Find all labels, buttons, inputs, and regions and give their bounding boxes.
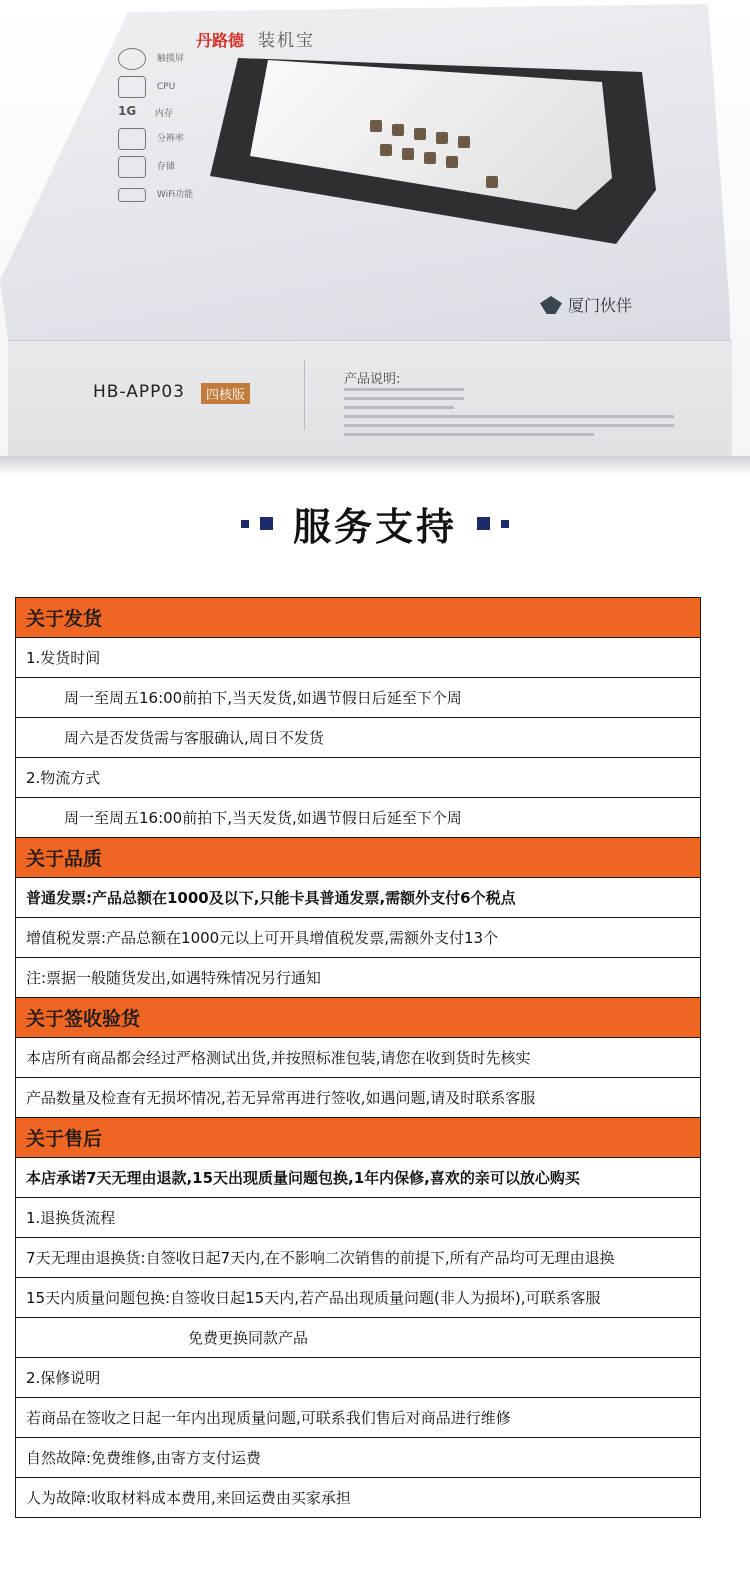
spec-label: CPU xyxy=(156,81,176,92)
touch-screen-icon xyxy=(118,48,146,70)
product-name: 装机宝 xyxy=(258,31,315,51)
table-row: 本店所有商品都会经过严格测试出货,并按照标准包装,请您在收到货时先核实 xyxy=(15,1038,701,1078)
table-row: 2.物流方式 xyxy=(15,758,701,798)
memory-icon: 1G xyxy=(118,104,137,118)
screen-tile xyxy=(370,120,382,132)
spec-cpu xyxy=(118,76,175,98)
description-text-line xyxy=(344,415,674,418)
service-table xyxy=(15,597,701,1518)
description-text-line xyxy=(344,424,674,427)
table-row: 1.发货时间 xyxy=(15,638,701,678)
section-header-after-sales: 关于售后 xyxy=(15,1118,701,1158)
model-number: HB-APP03 xyxy=(93,382,185,402)
table-row: 周六是否发货需与客服确认,周日不发货 xyxy=(15,718,701,758)
table-row: 注:票据一般随货发出,如遇特殊情况另行通知 xyxy=(15,958,701,998)
table-row: 产品数量及检查有无损坏情况,若无异常再进行签收,如遇问题,请及时联系客服 xyxy=(15,1078,701,1118)
box-shadow xyxy=(0,456,750,476)
table-row: 7天无理由退换货:自签收日起7天内,在不影响二次销售的前提下,所有产品均可无理由退换 xyxy=(15,1238,701,1278)
screen-tile xyxy=(402,148,414,160)
spec-resolution xyxy=(118,128,184,150)
decor-square xyxy=(501,520,509,528)
table-row: 人为故障:收取材料成本费用,来回运费由买家承担 xyxy=(15,1478,701,1518)
table-row: 本店承诺7天无理由退款,15天出现质量问题包换,1年内保修,喜欢的亲可以放心购买 xyxy=(15,1158,701,1198)
spec-label: 内存 xyxy=(154,108,173,119)
spec-touch xyxy=(118,48,184,70)
table-row: 15天内质量问题包换:自签收日起15天内,若产品出现质量问题(非人为损坏),可联系客服 xyxy=(15,1278,701,1318)
table-row: 免费更换同款产品 xyxy=(15,1318,701,1358)
side-divider xyxy=(304,360,305,430)
screen-tile xyxy=(392,124,404,136)
spec-memory xyxy=(118,104,173,124)
company-name: 厦门伙伴 xyxy=(568,296,633,315)
screen-tile xyxy=(436,132,448,144)
page-title: 服务支持 xyxy=(292,505,457,549)
brand-logo-text: 丹路德 xyxy=(196,31,245,50)
model-badge: 四核版 xyxy=(201,383,250,404)
description-text-line xyxy=(344,433,594,436)
section-heading xyxy=(0,496,750,556)
description-text-line xyxy=(344,388,464,391)
section-header-shipping: 关于发货 xyxy=(15,598,701,638)
spec-label: 触摸屏 xyxy=(156,53,184,64)
spec-storage xyxy=(118,156,175,178)
description-text-line xyxy=(344,397,464,400)
spec-label: 分辨率 xyxy=(156,133,184,144)
company-logo-icon xyxy=(540,296,562,314)
table-row: 周一至周五16:00前拍下,当天发货,如遇节假日后延至下个周 xyxy=(15,678,701,718)
description-text-line xyxy=(344,406,454,409)
product-photo xyxy=(0,0,750,476)
description-title: 产品说明: xyxy=(344,372,401,387)
wifi-icon xyxy=(118,188,146,202)
table-row: 1.退换货流程 xyxy=(15,1198,701,1238)
section-header-receipt: 关于签收验货 xyxy=(15,998,701,1038)
storage-icon xyxy=(118,156,146,178)
table-row: 增值税发票:产品总额在1000元以上可开具增值税发票,需额外支付13个 xyxy=(15,918,701,958)
screen-tile xyxy=(446,156,458,168)
cpu-icon xyxy=(118,76,146,98)
resolution-icon xyxy=(118,128,146,150)
spec-label: 存储 xyxy=(156,161,175,172)
screen-tile xyxy=(414,128,426,140)
screen-tile xyxy=(424,152,436,164)
company-logo xyxy=(540,293,632,316)
screen-tile xyxy=(486,176,498,188)
screen-tile xyxy=(380,144,392,156)
table-row: 周一至周五16:00前拍下,当天发货,如遇节假日后延至下个周 xyxy=(15,798,701,838)
table-row: 普通发票:产品总额在1000及以下,只能卡具普通发票,需额外支付6个税点 xyxy=(15,878,701,918)
table-row: 若商品在签收之日起一年内出现质量问题,可联系我们售后对商品进行维修 xyxy=(15,1398,701,1438)
decor-square xyxy=(241,520,249,528)
spec-wifi xyxy=(118,188,193,202)
spec-label: WiFi功能 xyxy=(156,189,194,200)
table-row: 2.保修说明 xyxy=(15,1358,701,1398)
decor-square xyxy=(477,517,490,530)
section-header-quality: 关于品质 xyxy=(15,838,701,878)
screen-tile xyxy=(458,136,470,148)
decor-square xyxy=(260,517,273,530)
table-row: 自然故障:免费维修,由寄方支付运费 xyxy=(15,1438,701,1478)
